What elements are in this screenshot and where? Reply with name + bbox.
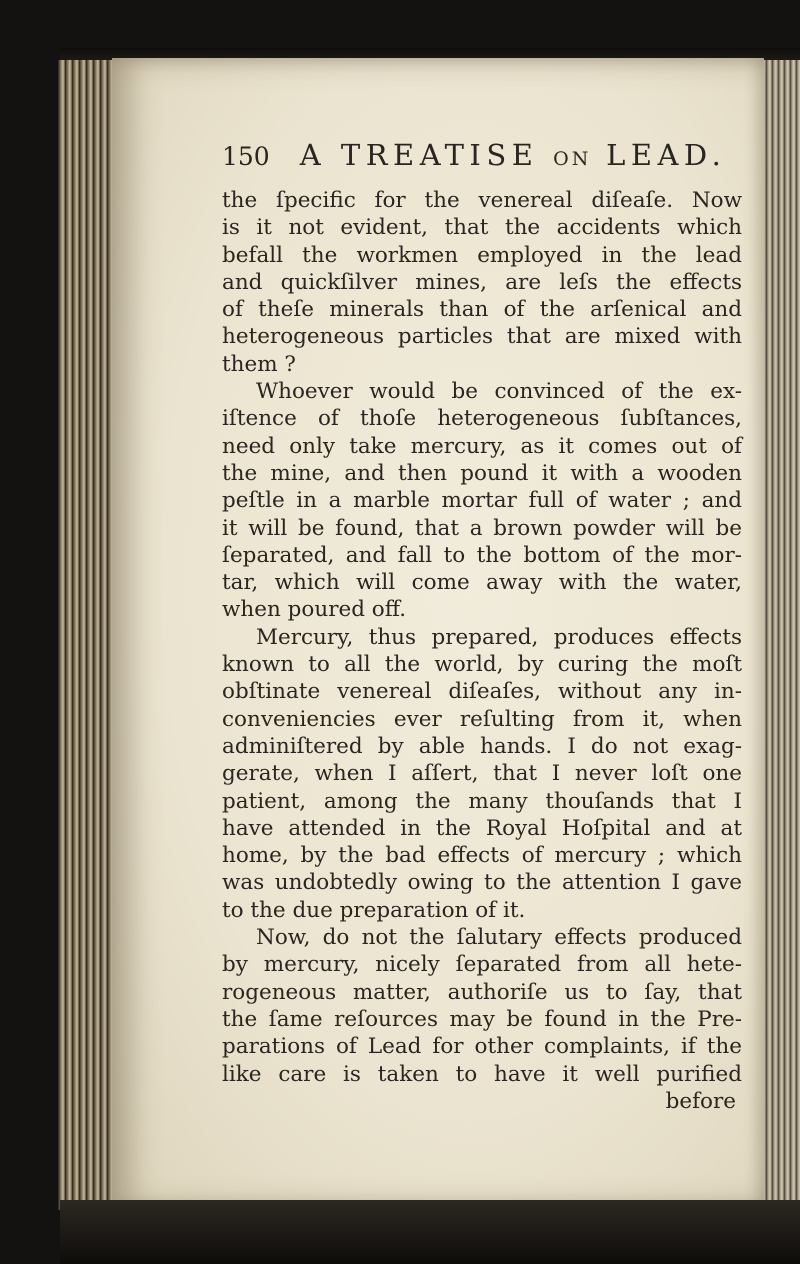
text-line: peſtle in a marble mortar full of water ; and (222, 488, 742, 514)
running-title-part-2: LEAD. (606, 138, 727, 172)
text-line: need only take mercury, as it comes out of (222, 433, 742, 459)
text-line: gerate, when I aſſert, that I never loſt one (222, 761, 742, 787)
paragraph-first-line: Now, do not the ſalutary effects produced (256, 925, 742, 951)
page-number: 150 (222, 142, 270, 171)
paragraph-first-line: Mercury, thus prepared, produces effects (256, 624, 742, 650)
text-line: tar, which will come away with the water, (222, 570, 742, 596)
text-line: home, by the bad effects of mercury ; which (222, 843, 742, 869)
page-edges-right (760, 60, 800, 1230)
text-line: known to all the world, by curing the moſt (222, 652, 742, 678)
paragraph-first-line: Whoever would be convinced of the ex- (256, 379, 742, 405)
text-line: rogeneous matter, authoriſe us to ſay, that (222, 979, 742, 1005)
text-line: have attended in the Royal Hoſpital and at (222, 815, 742, 841)
text-line: patient, among the many thouſands that I (222, 788, 742, 814)
running-title-part-1: A TREATISE (299, 138, 539, 172)
text-line: and quickſilver mines, are leſs the effects (222, 269, 742, 295)
catchword: before (665, 1088, 736, 1114)
running-header (222, 138, 742, 178)
text-line: them ? (222, 351, 296, 377)
running-title-on: ON (553, 148, 592, 170)
text-line: iſtence of thoſe heterogeneous ſubſtances, (222, 406, 742, 432)
text-line: was undobtedly owing to the attention I gave (222, 870, 742, 896)
text-line: obſtinate venereal diſeaſes, without any in- (222, 679, 742, 705)
text-line: befall the workmen employed in the lead (222, 242, 742, 268)
text-line: adminiſtered by able hands. I do not exag- (222, 733, 742, 759)
text-line: of theſe minerals than of the arſenical and (222, 297, 742, 323)
text-line: it will be found, that a brown powder will be (222, 515, 742, 541)
text-line: ſeparated, and fall to the bottom of the mor- (222, 542, 742, 568)
body-text (222, 187, 742, 1115)
text-line: is it not evident, that the accidents which (222, 215, 742, 241)
text-line: the ſpecific for the venereal diſeaſe. Now (222, 188, 742, 213)
text-line: conveniencies ever reſulting from it, when (222, 706, 742, 732)
text-line: by mercury, nicely ſeparated from all hete- (222, 952, 742, 978)
text-line: when poured off. (222, 597, 407, 623)
text-line: the mine, and then pound it with a wooden (222, 460, 742, 486)
text-line: the ſame reſources may be found in the Pre- (222, 1006, 742, 1032)
book-bottom-edge (60, 1200, 800, 1264)
text-line: like care is taken to have it well purified (222, 1061, 742, 1087)
text-line: to the due preparation of it. (222, 897, 526, 923)
running-title (300, 138, 727, 172)
text-line: heterogeneous particles that are mixed with (222, 324, 742, 350)
text-line: parations of Lead for other complaints, if the (222, 1034, 742, 1060)
